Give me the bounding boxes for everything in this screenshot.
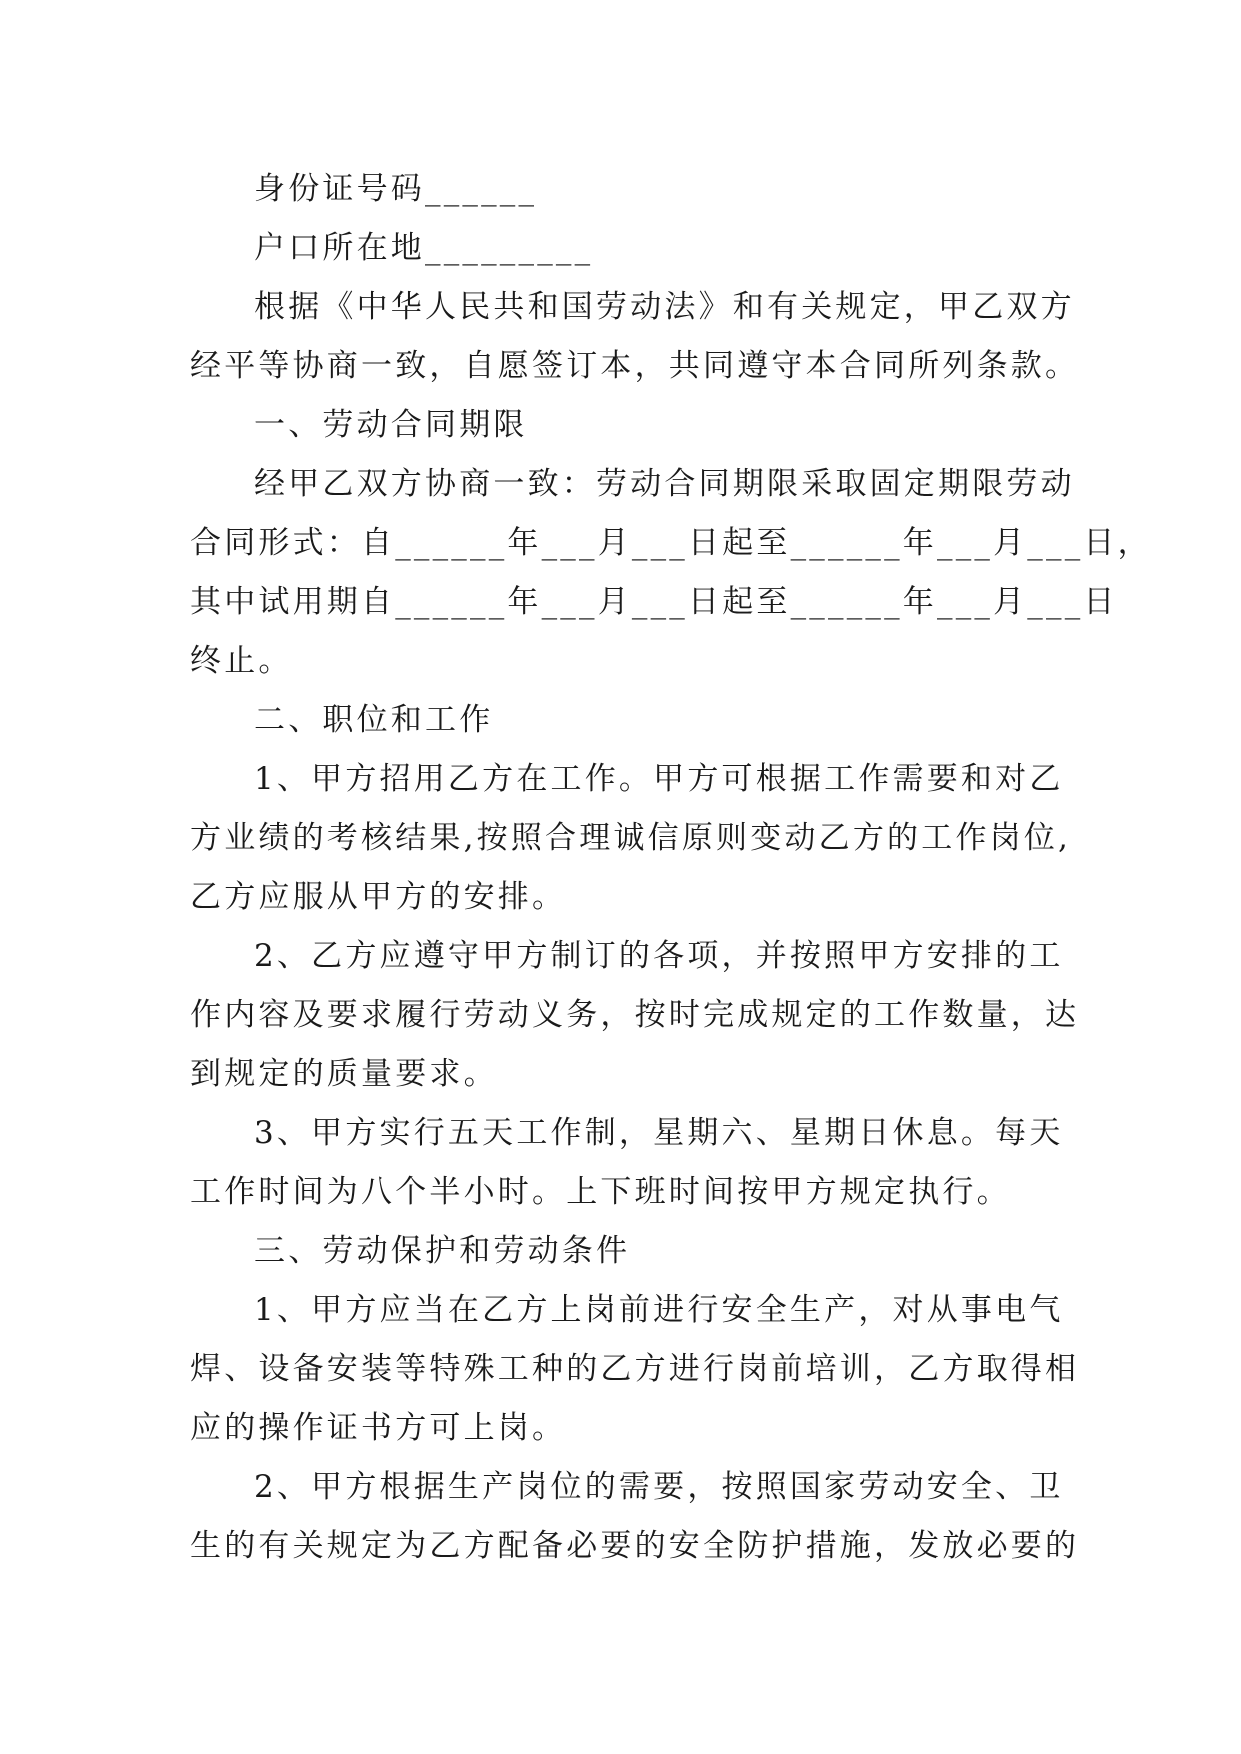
paragraph-line: 终止。 bbox=[190, 643, 293, 679]
paragraph-line: 合同形式：自______年___月___日起至______年___月___日， bbox=[190, 525, 1152, 561]
paragraph-line: 应的操作证书方可上岗。 bbox=[190, 1410, 567, 1446]
preamble-line: 根据《中华人民共和国劳动法》和有关规定，甲乙双方 bbox=[254, 289, 1075, 325]
paragraph-line: 到规定的质量要求。 bbox=[190, 1056, 498, 1092]
paragraph-line: 经甲乙双方协商一致：劳动合同期限采取固定期限劳动 bbox=[254, 466, 1075, 502]
paragraph-line: 1、甲方招用乙方在工作。甲方可根据工作需要和对乙 bbox=[254, 761, 1064, 797]
paragraph-line: 其中试用期自______年___月___日起至______年___月___日 bbox=[190, 584, 1118, 620]
section-heading: 一、劳动合同期限 bbox=[254, 407, 528, 443]
paragraph-line: 方业绩的考核结果,按照合理诚信原则变动乙方的工作岗位, bbox=[190, 820, 1072, 856]
paragraph-line: 2、甲方根据生产岗位的需要，按照国家劳动安全、卫 bbox=[254, 1469, 1064, 1505]
paragraph-line: 生的有关规定为乙方配备必要的安全防护措施，发放必要的 bbox=[190, 1528, 1080, 1564]
paragraph-line: 作内容及要求履行劳动义务，按时完成规定的工作数量，达 bbox=[190, 997, 1080, 1033]
section-heading: 三、劳动保护和劳动条件 bbox=[254, 1233, 631, 1269]
id-number-field: 身份证号码______ bbox=[254, 171, 538, 207]
document-body bbox=[190, 160, 1152, 1576]
section-heading: 二、职位和工作 bbox=[254, 702, 494, 738]
paragraph-line: 工作时间为八个半小时。上下班时间按甲方规定执行。 bbox=[190, 1174, 1011, 1210]
paragraph-line: 3、甲方实行五天工作制，星期六、星期日休息。每天 bbox=[254, 1115, 1064, 1151]
paragraph-line: 焊、设备安装等特殊工种的乙方进行岗前培训，乙方取得相 bbox=[190, 1351, 1080, 1387]
preamble-line: 经平等协商一致，自愿签订本，共同遵守本合同所列条款。 bbox=[190, 348, 1080, 384]
paragraph-line: 2、乙方应遵守甲方制订的各项，并按照甲方安排的工 bbox=[254, 938, 1064, 974]
paragraph-line: 1、甲方应当在乙方上岗前进行安全生产，对从事电气 bbox=[254, 1292, 1064, 1328]
paragraph-line: 乙方应服从甲方的安排。 bbox=[190, 879, 567, 915]
household-registration-field: 户口所在地_________ bbox=[254, 230, 594, 266]
